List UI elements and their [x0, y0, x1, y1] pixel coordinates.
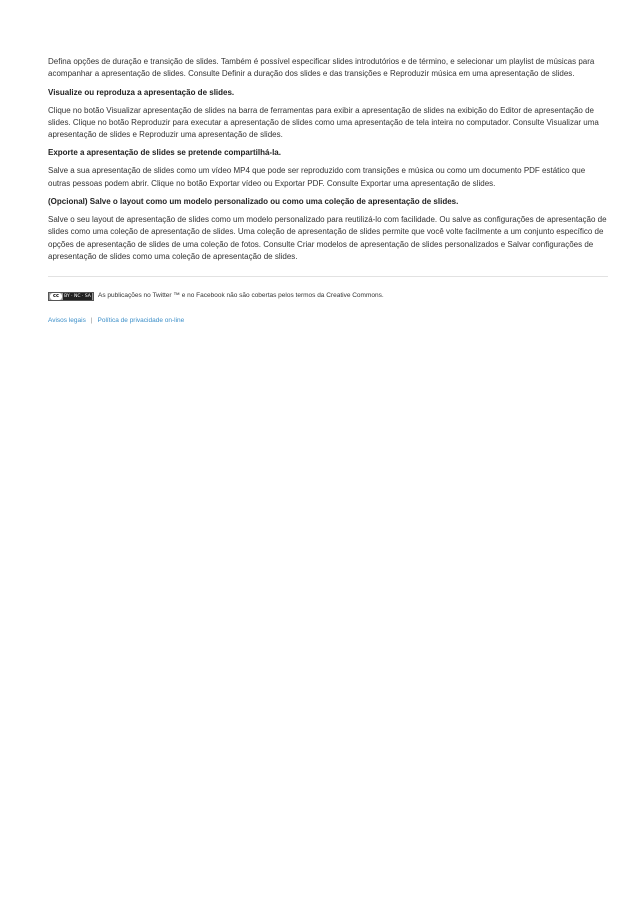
creative-commons-badge-icon[interactable]: [48, 292, 94, 301]
heading-preview-slideshow: Visualize ou reproduza a apresentação de slides.: [48, 87, 235, 97]
footer-links: [48, 316, 608, 326]
document-page: [48, 56, 608, 326]
heading-save-layout: (Opcional) Salve o layout como um modelo personalizado ou como uma coleção de apresentação de slides.: [48, 197, 459, 207]
paragraph-save-layout: Salve o seu layout de apresentação de slides como um modelo personalizado para reutilizá-lo com facilidade. Ou salve as configurações de apresentação de slides como uma coleção de apresentação de slides. Uma coleção de apresentação de slides permite que você volte facilmente a um conjunto específico de opções de apresentação de slides de uma coleção de fotos. Consulte Criar modelos de apresentação de slides personalizados e Salvar configurações de apresentação de slides como uma coleção de apresentação de slides.: [48, 215, 607, 261]
cc-terms: BY · NC · SA: [64, 293, 91, 299]
cc-logo: cc: [50, 293, 62, 300]
paragraph-export-slideshow: Salve a sua apresentação de slides como um vídeo MP4 que pode ser reproduzido com transições e música ou como um documento PDF estático que outras pessoas podem abrir. Clique no botão Exportar vídeo ou Exportar PDF. Consulte Exportar uma apresentação de slides.: [48, 166, 586, 188]
privacy-policy-link[interactable]: Política de privacidade on-line: [97, 317, 185, 325]
paragraph-slide-duration: Defina opções de duração e transição de slides. Também é possível especificar slides introdutórios e de término, e selecionar um playlist de músicas para acompanhar a apresentação de slides. Consulte Definir a duração dos slides e das transições e Reproduzir música em uma apresentação de slides.: [48, 57, 595, 79]
paragraph-preview-slideshow: Clique no botão Visualizar apresentação de slides na barra de ferramentas para exibir a apresentação de slides na exibição do Editor de apresentação de slides. Clique no botão Reproduzir para executar a apresentação de slides como uma apresentação de tela inteira no computador. Consulte Visualizar uma apresentação de slides e Reproduzir uma apresentação de slides.: [48, 105, 599, 140]
heading-export-slideshow: Exporte a apresentação de slides se pretende compartilhá-la.: [48, 148, 281, 158]
license-text: As publicações no Twitter ™ e no Facebook não são cobertas pelos termos da Creative Commons.: [98, 292, 384, 300]
license-notice: [48, 291, 608, 301]
divider: [48, 276, 608, 277]
footer-separator: |: [90, 317, 93, 325]
legal-notices-link[interactable]: Avisos legais: [48, 317, 86, 325]
